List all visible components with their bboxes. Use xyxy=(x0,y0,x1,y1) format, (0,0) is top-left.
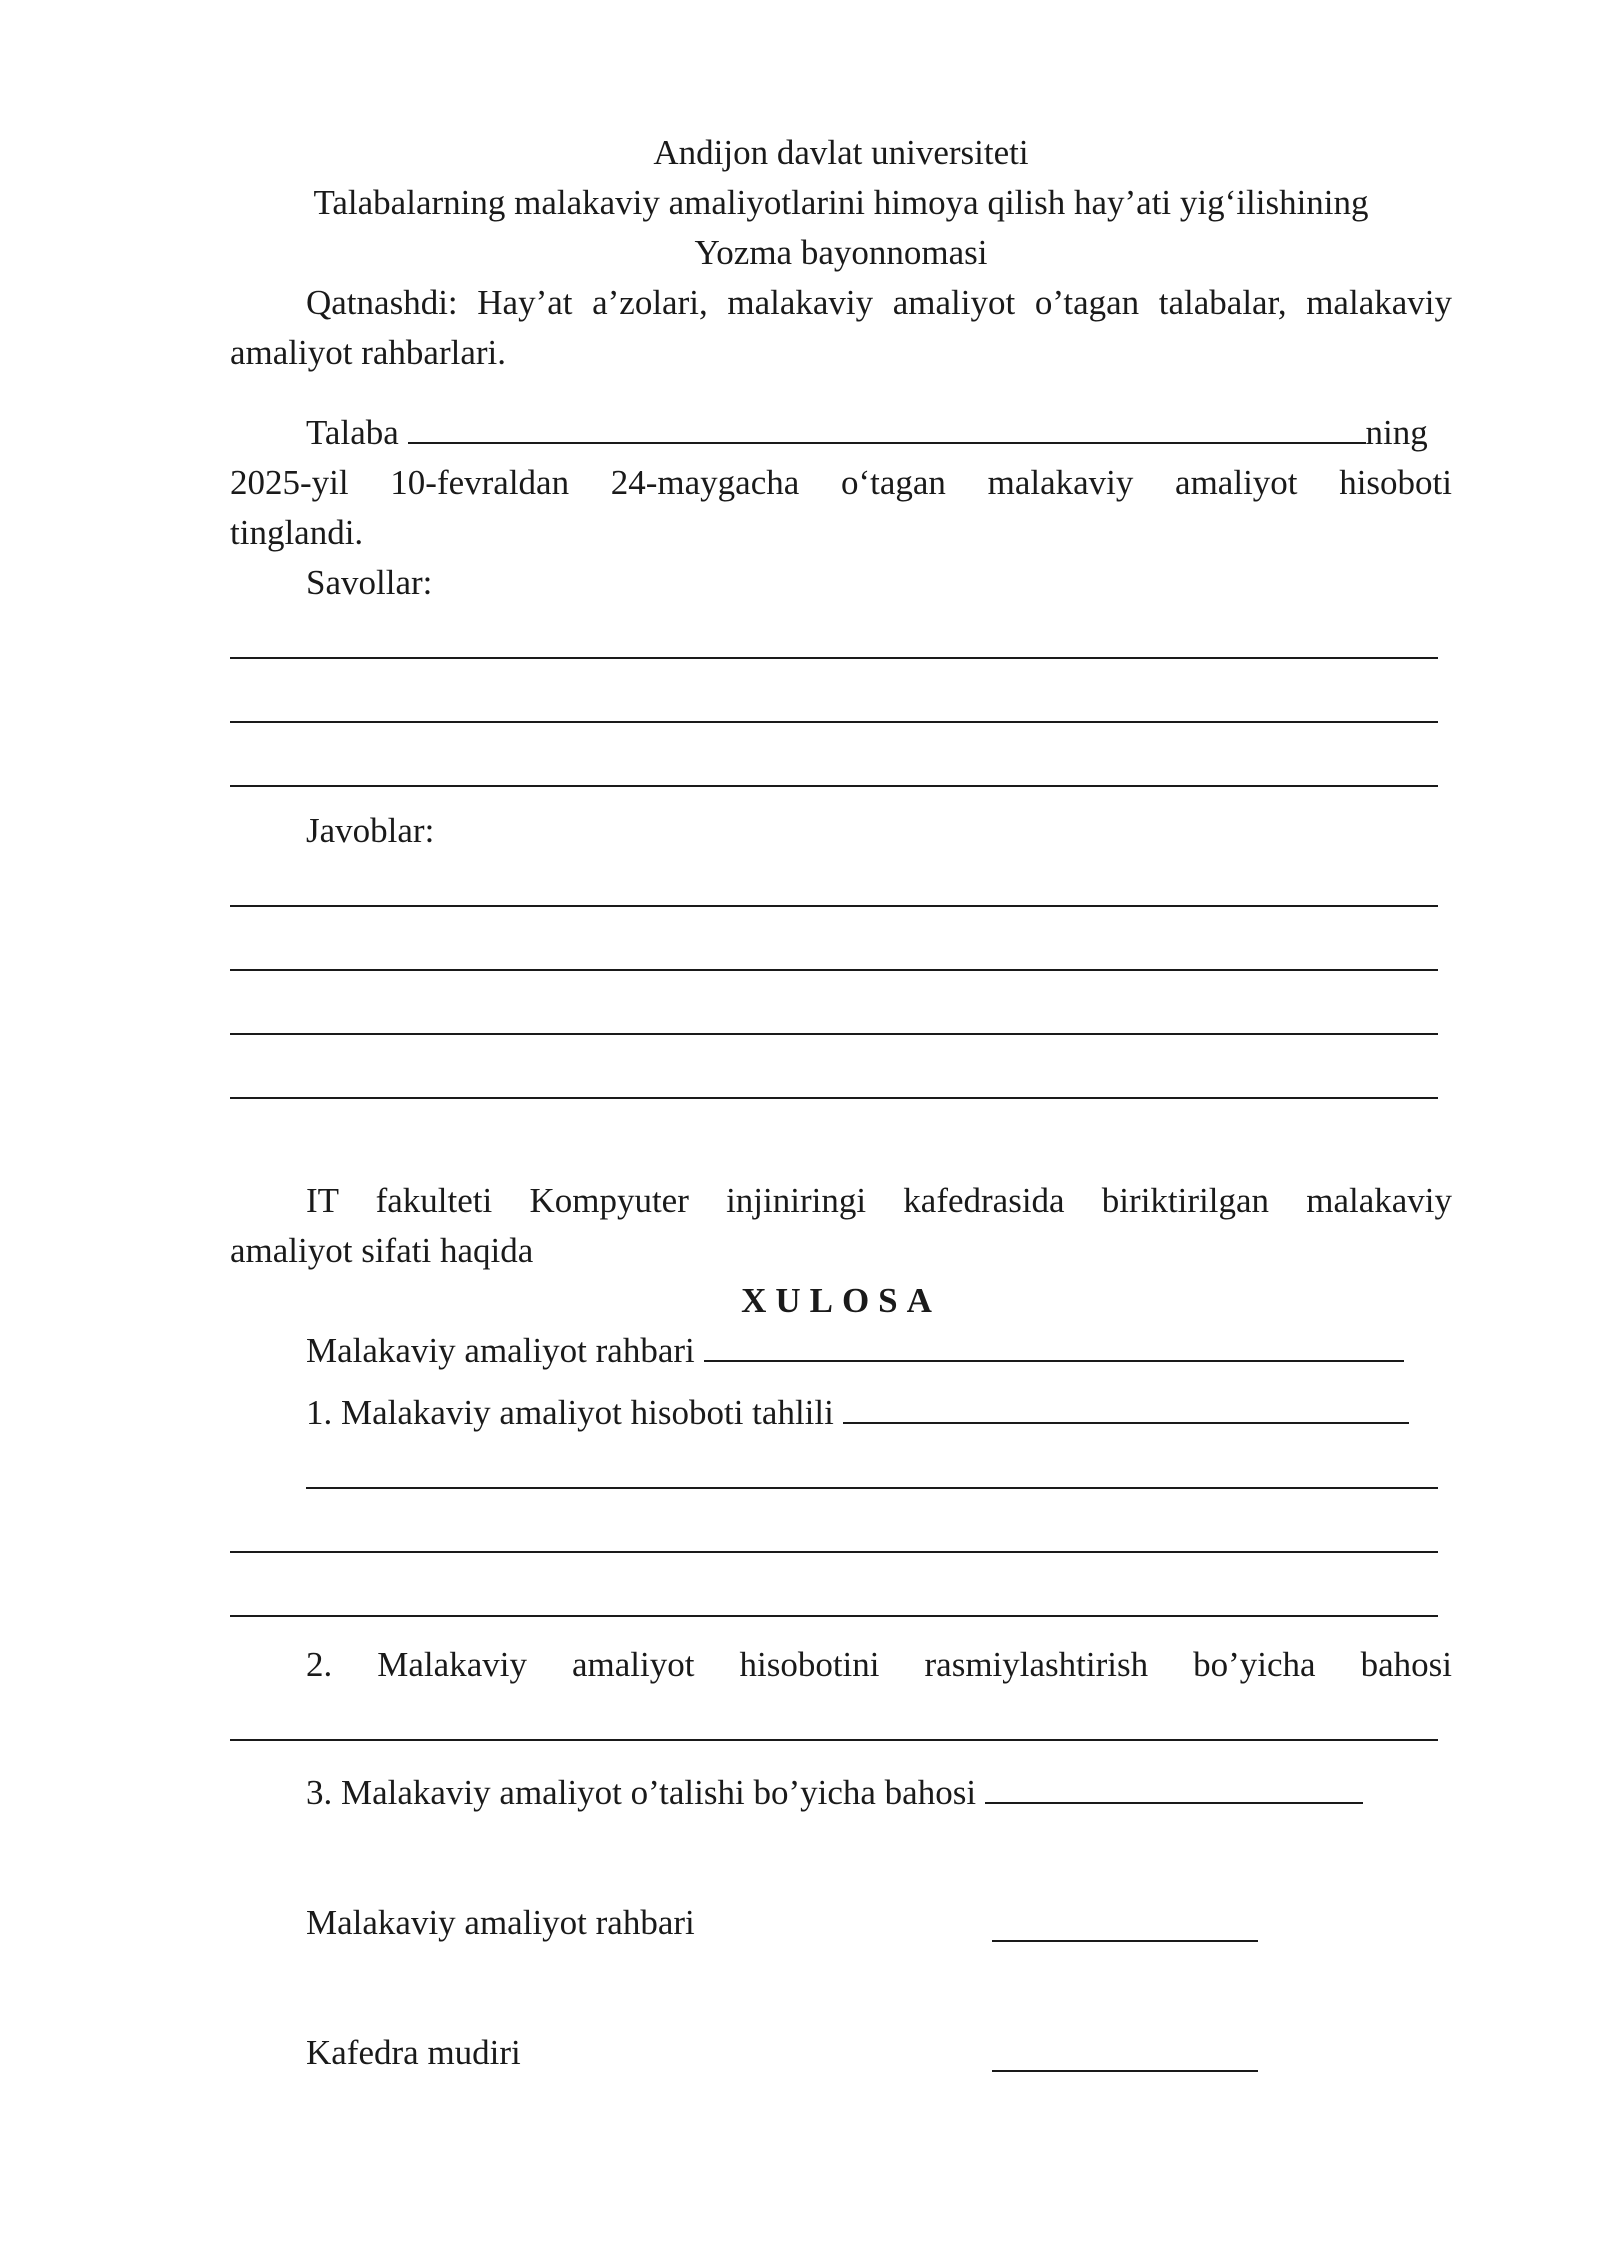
supervisor-signature-field[interactable] xyxy=(992,1906,1258,1942)
item-1-label: 1. Malakaviy amaliyot hisoboti tahlili xyxy=(306,1393,834,1432)
answer-line[interactable] xyxy=(230,856,1438,920)
head-signature-field[interactable] xyxy=(992,2036,1258,2072)
conclusion-intro-line2: amaliyot sifati haqida xyxy=(230,1231,534,1270)
answer-line[interactable] xyxy=(230,1048,1438,1112)
answer-line[interactable] xyxy=(230,920,1438,984)
conclusion-intro-line1: IT fakulteti Kompyuter injiniringi kafedrasida biriktirilgan malakaviy xyxy=(306,1181,1452,1220)
student-suffix: ning xyxy=(1365,413,1428,452)
document-page xyxy=(230,128,1452,2078)
item-3 xyxy=(230,1768,1452,1818)
university-name: Andijon davlat universiteti xyxy=(653,133,1029,172)
question-line[interactable] xyxy=(230,672,1438,736)
supervisor-label: Malakaviy amaliyot rahbari xyxy=(306,1331,695,1370)
student-name-field[interactable] xyxy=(408,408,1366,444)
item-3-field[interactable] xyxy=(985,1768,1363,1804)
supervisor-name-field[interactable] xyxy=(704,1326,1404,1362)
attendance-text: Qatnashdi: Hay’at a’zolari, malakaviy amaliyot o’tagan talabalar, malakaviy amaliyot rahbarlari. xyxy=(230,283,1452,372)
analysis-line[interactable] xyxy=(230,1566,1438,1630)
item-2-field[interactable] xyxy=(230,1690,1438,1754)
document-title: Yozma bayonnomasi xyxy=(694,233,988,272)
meeting-subtitle: Talabalarning malakaviy amaliyotlarini himoya qilish hay’ati yig‘ilishining xyxy=(313,183,1369,222)
item-3-label: 3. Malakaviy amaliyot o’talishi bo’yicha bahosi xyxy=(306,1773,977,1812)
student-heard-text: tinglandi. xyxy=(230,513,364,552)
supervisor-signature-label: Malakaviy amaliyot rahbari xyxy=(306,1903,695,1942)
analysis-line[interactable] xyxy=(306,1438,1438,1502)
head-signature-row xyxy=(230,2028,1452,2078)
answers-label: Javoblar: xyxy=(306,811,435,850)
conclusion-title: XULOSA xyxy=(741,1281,941,1320)
student-prefix: Talaba xyxy=(306,413,399,452)
supervisor-line xyxy=(230,1326,1452,1376)
analysis-line[interactable] xyxy=(230,1502,1438,1566)
student-period-text: 2025-yil 10-fevraldan 24-maygacha o‘tagan malakaviy amaliyot hisoboti xyxy=(230,463,1452,502)
supervisor-signature-row xyxy=(230,1898,1452,1948)
student-line xyxy=(230,408,1452,458)
head-signature-label: Kafedra mudiri xyxy=(306,2033,521,2072)
questions-label: Savollar: xyxy=(306,563,433,602)
item-1-field[interactable] xyxy=(843,1388,1409,1424)
item-1 xyxy=(230,1388,1452,1438)
answer-line[interactable] xyxy=(230,984,1438,1048)
question-line[interactable] xyxy=(230,736,1438,800)
item-2-label: 2. Malakaviy amaliyot hisobotini rasmiylashtirish bo’yicha bahosi xyxy=(306,1645,1452,1684)
question-line[interactable] xyxy=(230,608,1438,672)
